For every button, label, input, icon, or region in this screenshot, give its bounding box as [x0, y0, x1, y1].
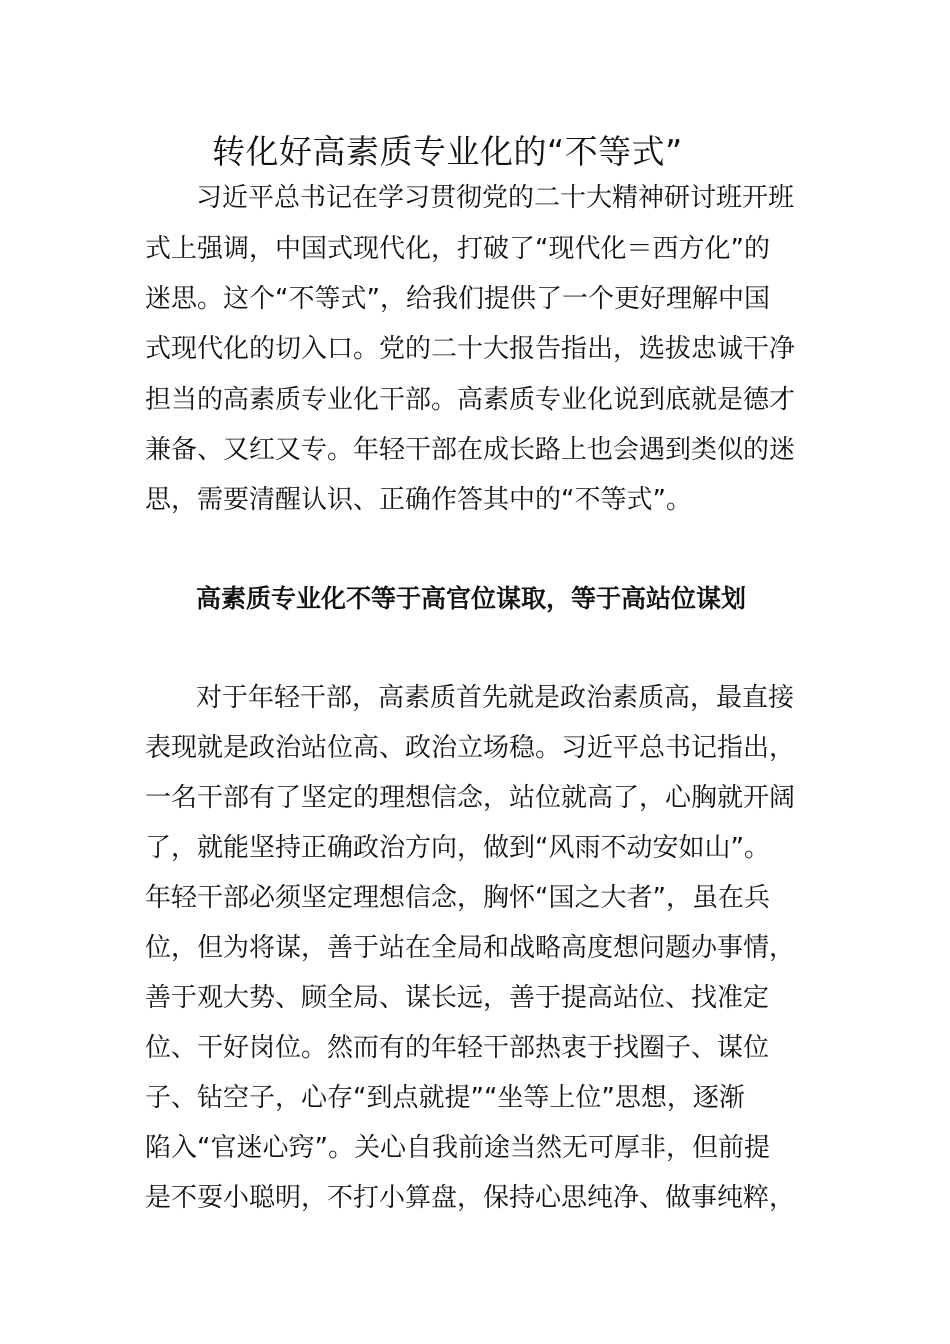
text-line: 子、钻空子，心存“到点就提”“坐等上位”思想，逐渐 — [145, 1083, 745, 1113]
text-line: 对于年轻干部，高素质首先就是政治素质高，最直接 — [196, 683, 795, 713]
text-line: 表现就是政治站位高、政治立场稳。习近平总书记指出， — [145, 733, 796, 763]
text-line: 思，需要清醒认识、正确作答其中的“不等式”。 — [145, 485, 692, 515]
text-line: 式上强调，中国式现代化，打破了“现代化＝西方化”的 — [145, 234, 770, 264]
text-line: 担当的高素质专业化干部。高素质专业化说到底就是德才 — [145, 385, 796, 415]
text-line: 了，就能坚持正确政治方向，做到“风雨不动安如山”。 — [145, 833, 770, 863]
text-line: 年轻干部必须坚定理想信念，胸怀“国之大者”，虽在兵 — [145, 883, 770, 913]
text-line: 陷入“官迷心窍”。关心自我前途当然无可厚非，但前提 — [145, 1133, 770, 1163]
text-line: 习近平总书记在学习贯彻党的二十大精神研讨班开班 — [196, 183, 795, 213]
text-line: 是不耍小聪明，不打小算盘，保持心思纯净、做事纯粹， — [145, 1183, 796, 1213]
text-line: 一名干部有了坚定的理想信念，站位就高了，心胸就开阔 — [145, 783, 796, 813]
document-title: 转化好高素质专业化的“不等式” — [212, 132, 683, 171]
text-line: 式现代化的切入口。党的二十大报告指出，选拔忠诚干净 — [145, 334, 796, 364]
section-heading: 高素质专业化不等于高官位谋取，等于高站位谋划 — [196, 584, 747, 613]
text-line: 兼备、又红又专。年轻干部在成长路上也会遇到类似的迷 — [145, 435, 796, 465]
text-line: 善于观大势、顾全局、谋长远，善于提高站位、找准定 — [145, 983, 770, 1013]
text-line: 位，但为将谋，善于站在全局和战略高度想问题办事情， — [145, 933, 796, 963]
text-line: 位、干好岗位。然而有的年轻干部热衷于找圈子、谋位 — [145, 1033, 770, 1063]
text-line: 迷思。这个“不等式”，给我们提供了一个更好理解中国 — [145, 284, 770, 314]
